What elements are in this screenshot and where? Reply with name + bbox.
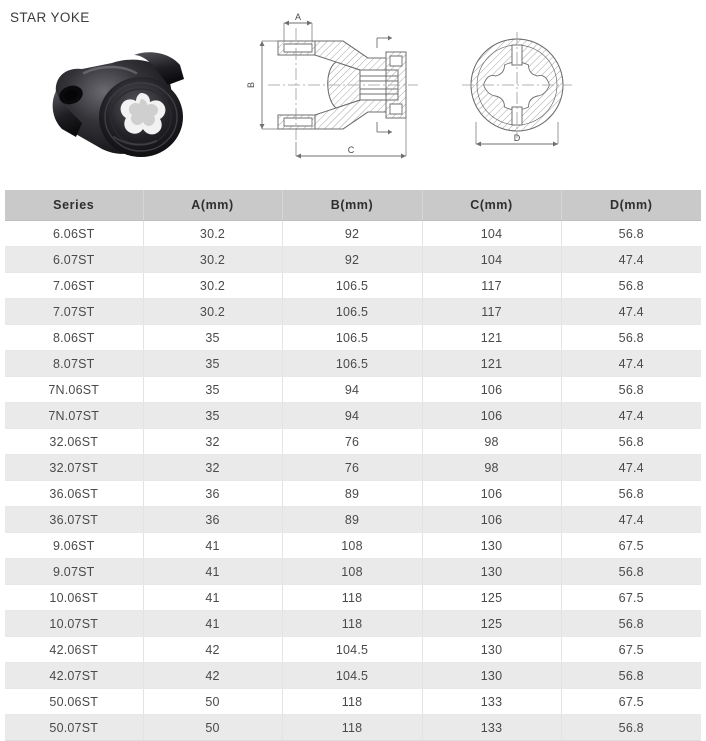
cell-b: 106.5	[282, 351, 422, 377]
cell-a: 30.2	[143, 247, 282, 273]
cell-d: 56.8	[561, 377, 701, 403]
table-row	[5, 559, 701, 585]
cell-b: 106.5	[282, 325, 422, 351]
cell-series: 6.06ST	[5, 221, 143, 247]
cell-b: 106.5	[282, 273, 422, 299]
cell-series: 6.07ST	[5, 247, 143, 273]
cell-b: 94	[282, 403, 422, 429]
column-header-b: B(mm)	[282, 190, 422, 221]
cell-a: 30.2	[143, 299, 282, 325]
table-row	[5, 481, 701, 507]
cell-c: 106	[422, 507, 561, 533]
cell-d: 67.5	[561, 585, 701, 611]
cell-series: 9.07ST	[5, 559, 143, 585]
cell-b: 94	[282, 377, 422, 403]
table-row	[5, 377, 701, 403]
cell-a: 30.2	[143, 273, 282, 299]
figure-band	[0, 0, 706, 185]
table-row	[5, 689, 701, 715]
cell-d: 56.8	[561, 325, 701, 351]
cell-c: 125	[422, 611, 561, 637]
cell-series: 9.06ST	[5, 533, 143, 559]
cell-c: 106	[422, 403, 561, 429]
cell-a: 42	[143, 637, 282, 663]
star-yoke-end-section-drawing	[450, 18, 585, 158]
cell-d: 67.5	[561, 637, 701, 663]
cell-b: 118	[282, 715, 422, 741]
dimension-label-b: B	[246, 81, 256, 89]
table-row	[5, 533, 701, 559]
cell-a: 36	[143, 481, 282, 507]
table-row	[5, 325, 701, 351]
column-header-series: Series	[5, 190, 143, 221]
cell-b: 89	[282, 507, 422, 533]
cell-c: 130	[422, 663, 561, 689]
cell-a: 41	[143, 559, 282, 585]
cell-c: 121	[422, 325, 561, 351]
cell-c: 133	[422, 689, 561, 715]
cell-a: 32	[143, 455, 282, 481]
page-title: STAR YOKE	[10, 10, 90, 25]
table-row	[5, 351, 701, 377]
cell-series: 10.06ST	[5, 585, 143, 611]
table-row	[5, 637, 701, 663]
cell-b: 118	[282, 611, 422, 637]
table-row	[5, 715, 701, 741]
dimension-label-a: A	[294, 12, 302, 22]
cell-a: 41	[143, 585, 282, 611]
table-row	[5, 585, 701, 611]
cell-series: 36.06ST	[5, 481, 143, 507]
cell-series: 42.06ST	[5, 637, 143, 663]
cell-d: 56.8	[561, 273, 701, 299]
cell-b: 76	[282, 429, 422, 455]
cell-b: 108	[282, 559, 422, 585]
cell-c: 117	[422, 299, 561, 325]
cell-a: 50	[143, 689, 282, 715]
cell-d: 56.8	[561, 611, 701, 637]
cell-series: 42.07ST	[5, 663, 143, 689]
cell-b: 92	[282, 247, 422, 273]
cell-c: 130	[422, 559, 561, 585]
table-body	[5, 221, 701, 741]
cell-d: 47.4	[561, 507, 701, 533]
dimension-label-c: C	[347, 145, 355, 155]
table-row	[5, 507, 701, 533]
cell-d: 56.8	[561, 429, 701, 455]
table-header-row	[5, 190, 701, 221]
cell-series: 8.06ST	[5, 325, 143, 351]
cell-b: 92	[282, 221, 422, 247]
cell-series: 32.07ST	[5, 455, 143, 481]
table-row	[5, 247, 701, 273]
cell-a: 36	[143, 507, 282, 533]
cell-b: 104.5	[282, 663, 422, 689]
cell-series: 8.07ST	[5, 351, 143, 377]
table-row	[5, 273, 701, 299]
cell-b: 118	[282, 689, 422, 715]
star-yoke-product-photo	[38, 33, 208, 173]
cell-a: 42	[143, 663, 282, 689]
cell-b: 76	[282, 455, 422, 481]
cell-b: 108	[282, 533, 422, 559]
cell-c: 117	[422, 273, 561, 299]
cell-d: 56.8	[561, 663, 701, 689]
table-row	[5, 429, 701, 455]
specification-table	[5, 190, 701, 741]
cell-d: 47.4	[561, 299, 701, 325]
cell-c: 125	[422, 585, 561, 611]
cell-a: 35	[143, 377, 282, 403]
cell-a: 35	[143, 351, 282, 377]
cell-series: 50.07ST	[5, 715, 143, 741]
star-yoke-side-section-drawing	[240, 8, 425, 180]
table-row	[5, 221, 701, 247]
column-header-c: C(mm)	[422, 190, 561, 221]
cell-series: 50.06ST	[5, 689, 143, 715]
cell-d: 56.8	[561, 221, 701, 247]
cell-a: 35	[143, 403, 282, 429]
cell-d: 47.4	[561, 403, 701, 429]
cell-a: 41	[143, 611, 282, 637]
cell-series: 7N.07ST	[5, 403, 143, 429]
table-row	[5, 299, 701, 325]
cell-series: 36.07ST	[5, 507, 143, 533]
spec-table-container	[5, 190, 701, 741]
cell-d: 56.8	[561, 559, 701, 585]
cell-d: 56.8	[561, 715, 701, 741]
table-row	[5, 611, 701, 637]
cell-series: 7.07ST	[5, 299, 143, 325]
cell-c: 121	[422, 351, 561, 377]
table-row	[5, 403, 701, 429]
cell-c: 130	[422, 637, 561, 663]
cell-d: 56.8	[561, 481, 701, 507]
cell-b: 106.5	[282, 299, 422, 325]
cell-d: 47.4	[561, 455, 701, 481]
cell-series: 32.06ST	[5, 429, 143, 455]
cell-d: 67.5	[561, 533, 701, 559]
cell-d: 47.4	[561, 351, 701, 377]
cell-c: 106	[422, 481, 561, 507]
table-row	[5, 455, 701, 481]
cell-b: 89	[282, 481, 422, 507]
cell-a: 30.2	[143, 221, 282, 247]
cell-c: 104	[422, 247, 561, 273]
cell-b: 118	[282, 585, 422, 611]
column-header-a: A(mm)	[143, 190, 282, 221]
cell-a: 41	[143, 533, 282, 559]
cell-c: 104	[422, 221, 561, 247]
cell-series: 7N.06ST	[5, 377, 143, 403]
table-row	[5, 663, 701, 689]
cell-d: 67.5	[561, 689, 701, 715]
cell-c: 133	[422, 715, 561, 741]
cell-series: 10.07ST	[5, 611, 143, 637]
cell-d: 47.4	[561, 247, 701, 273]
cell-c: 130	[422, 533, 561, 559]
column-header-d: D(mm)	[561, 190, 701, 221]
cell-c: 98	[422, 455, 561, 481]
cell-c: 106	[422, 377, 561, 403]
cell-series: 7.06ST	[5, 273, 143, 299]
dimension-label-d: D	[513, 133, 521, 143]
cell-c: 98	[422, 429, 561, 455]
cell-a: 32	[143, 429, 282, 455]
cell-a: 50	[143, 715, 282, 741]
cell-b: 104.5	[282, 637, 422, 663]
cell-a: 35	[143, 325, 282, 351]
